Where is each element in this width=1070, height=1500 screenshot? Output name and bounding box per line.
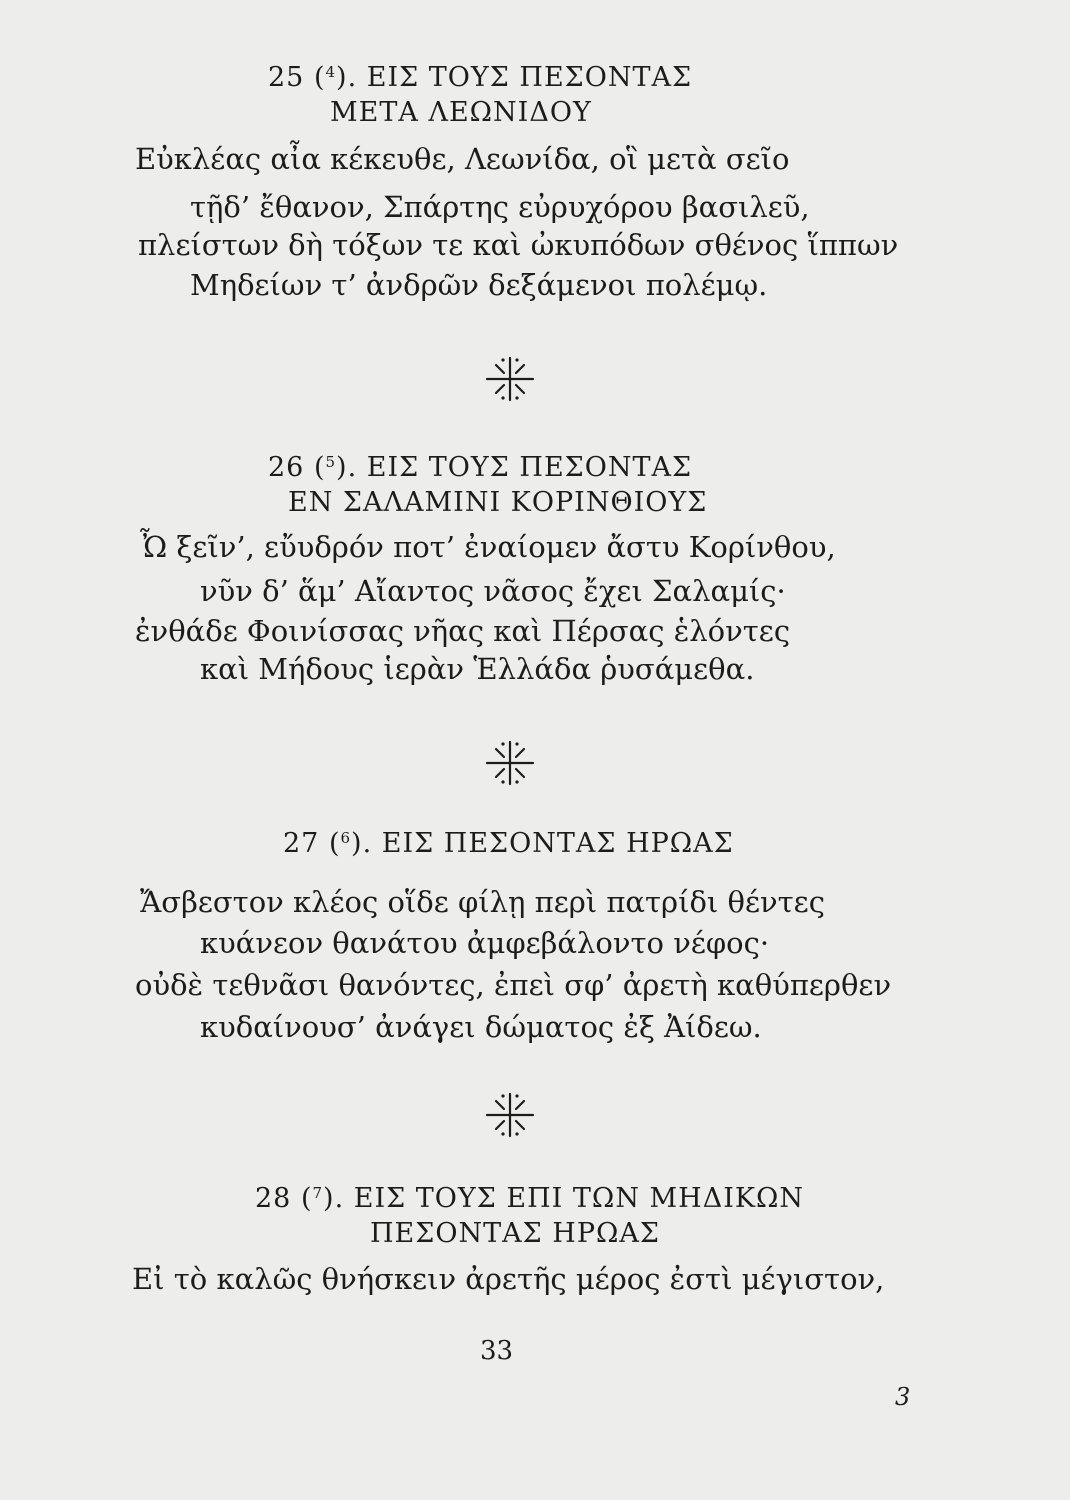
poem-25-subtitle: ΜΕΤΑ ΛΕΩΝΙΔΟΥ [330, 97, 592, 128]
poem-27-line-3: οὐδὲ τεθνᾶσι θανόντες, ἐπεὶ σφ’ ἀρετὴ καθύπερθεν [135, 968, 892, 1002]
poem-25-line-4: Μηδείων τ’ ἀνδρῶν δεξάμενοι πολέμῳ. [190, 268, 768, 302]
poem-26-title: 26 ($^5$). ΕΙΣ ΤΟΥΣ ΠΕΣΟΝΤΑΣ [268, 452, 693, 483]
poem-25-line-1: Εὐκλέας αἶα κέκευθε, Λεωνίδα, οἳ μετὰ σεῖο [135, 142, 790, 176]
poem-28-line-1: Εἰ τὸ καλῶς θνήσκειν ἀρετῆς μέρος ἐστὶ μέγιστον, [132, 1262, 885, 1296]
poem-28-subtitle: ΠΕΣΟΝΤΑΣ ΗΡΩΑΣ [370, 1218, 660, 1249]
poem-26-subtitle: ΕΝ ΣΑΛΑΜΙΝΙ ΚΟΡΙΝΘΙΟΥΣ [288, 487, 708, 518]
star-ornament-icon [483, 352, 537, 406]
page-number: 33 [480, 1336, 514, 1366]
star-ornament-icon [483, 1088, 537, 1142]
poem-26-line-1: Ὦ ξεῖν’, εὔυδρόν ποτ’ ἐναίομεν ἄστυ Κορίνθου, [140, 530, 836, 564]
poem-25-title: 25 ($^4$). ΕΙΣ ΤΟΥΣ ΠΕΣΟΝΤΑΣ [268, 62, 693, 93]
signature-mark: 3 [895, 1383, 911, 1411]
poem-25-line-3: πλείστων δὴ τόξων τε καὶ ὠκυπόδων σθένος ἵππων [138, 228, 899, 262]
poem-27-line-1: Ἄσβεστον κλέος οἵδε φίλῃ περὶ πατρίδι θέντες [140, 885, 825, 919]
poem-25-line-2: τῇδ’ ἔθανον, Σπάρτης εὐρυχόρου βασιλεῦ, [190, 190, 810, 224]
poem-27-line-4: κυδαίνουσ’ ἀνάγει δώματος ἐξ Ἀίδεω. [200, 1010, 762, 1044]
poem-27-title: 27 ($^6$). ΕΙΣ ΠΕΣΟΝΤΑΣ ΗΡΩΑΣ [283, 828, 734, 859]
star-ornament-icon [483, 736, 537, 790]
poem-27-line-2: κυάνεον θανάτου ἀμφεβάλοντο νέφος· [200, 926, 770, 960]
poem-28-title: 28 ($^7$). ΕΙΣ ΤΟΥΣ ΕΠΙ ΤΩΝ ΜΗΔΙΚΩΝ [255, 1183, 805, 1214]
poem-26-line-3: ἐνθάδε Φοινίσσας νῆας καὶ Πέρσας ἑλόντες [135, 614, 791, 648]
poem-26-line-2: νῦν δ’ ἅμ’ Αἴαντος νᾶσος ἔχει Σαλαμίς· [200, 574, 786, 608]
poem-26-line-4: καὶ Μήδους ἱερὰν Ἑλλάδα ῥυσάμεθα. [200, 652, 755, 686]
